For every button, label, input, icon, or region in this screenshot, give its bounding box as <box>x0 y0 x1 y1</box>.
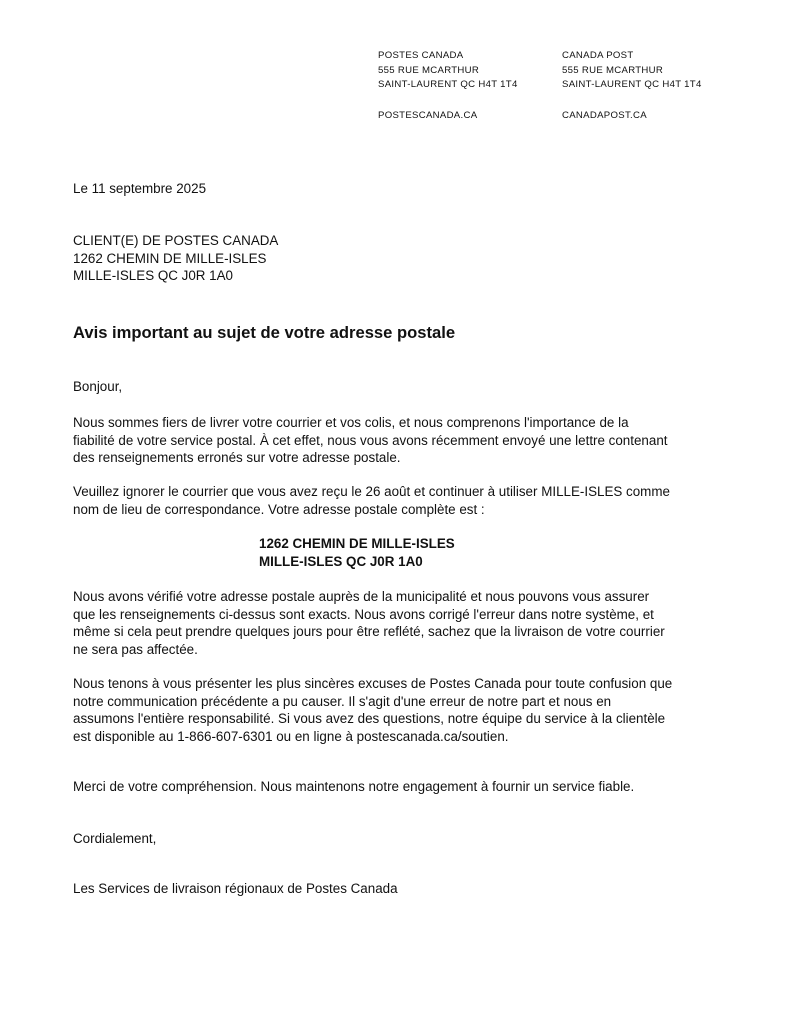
closing: Cordialement, <box>73 831 157 846</box>
recipient-city: MILLE-ISLES QC J0R 1A0 <box>73 268 234 283</box>
paragraph-apology: Nous tenons à vous présenter les plus sincères excuses de Postes Canada pour toute confusion que notre communication précédente a pu causer. Il s'agit d'une erreur de notre part et nous en assumons l'entière responsabilité. Si vous avez des questions, notre équipe du service à la clientèle est disponible au 1-866-607-6301 ou en ligne à postescanada.ca/soutien. <box>73 676 673 745</box>
sender-name-english: CANADA POST <box>562 50 634 61</box>
letter-date: Le 11 septembre 2025 <box>73 181 207 196</box>
sender-address-english <box>562 49 702 123</box>
paragraph-intro: Nous sommes fiers de livrer votre courrier et vos colis, et nous comprenons l'importance de la fiabilité de votre service postal. À cet effet, nous vous avons récemment envoyé une lettre contenant des renseignements erronés sur votre adresse postale. <box>73 415 668 466</box>
sender-address-french <box>378 49 518 123</box>
recipient-address <box>73 232 673 285</box>
paragraph-verification: Nous avons vérifié votre adresse postale auprès de la municipalité et nous pouvons vous assurer que les renseignements ci-dessus sont exacts. Nous avons corrigé l'erreur dans notre système, et même si cela peut prendre quelques jours pour être reflété, sachez que la livraison de votre courrier ne sera pas affectée. <box>73 589 665 658</box>
letter-subject: Avis important au sujet de votre adresse postale <box>73 323 456 342</box>
sender-city-french: SAINT-LAURENT QC H4T 1T4 <box>378 79 518 90</box>
signature: Les Services de livraison régionaux de Postes Canada <box>73 881 398 896</box>
highlighted-address <box>259 535 455 571</box>
sender-city-english: SAINT-LAURENT QC H4T 1T4 <box>562 79 702 90</box>
paragraph-thanks: Merci de votre compréhension. Nous maintenons notre engagement à fournir un service fiable. <box>73 779 635 794</box>
sender-street-english: 555 RUE MCARTHUR <box>562 64 664 76</box>
sender-website-english: CANADAPOST.CA <box>562 109 647 121</box>
paragraph-ignore-mail: Veuillez ignorer le courrier que vous avez reçu le 26 août et continuer à utiliser MILLE-ISLES comme nom de lieu de correspondance. Votre adresse postale complète est : <box>73 484 670 517</box>
sender-street-french: 555 RUE MCARTHUR <box>378 64 480 76</box>
sender-name-french: POSTES CANADA <box>378 50 464 61</box>
highlighted-address-city: MILLE-ISLES QC J0R 1A0 <box>259 554 423 569</box>
recipient-street: 1262 CHEMIN DE MILLE-ISLES <box>73 250 267 266</box>
highlighted-address-street: 1262 CHEMIN DE MILLE-ISLES <box>259 536 455 551</box>
sender-website-french: POSTESCANADA.CA <box>378 109 478 121</box>
recipient-name: CLIENT(E) DE POSTES CANADA <box>73 233 279 248</box>
greeting: Bonjour, <box>73 379 123 394</box>
